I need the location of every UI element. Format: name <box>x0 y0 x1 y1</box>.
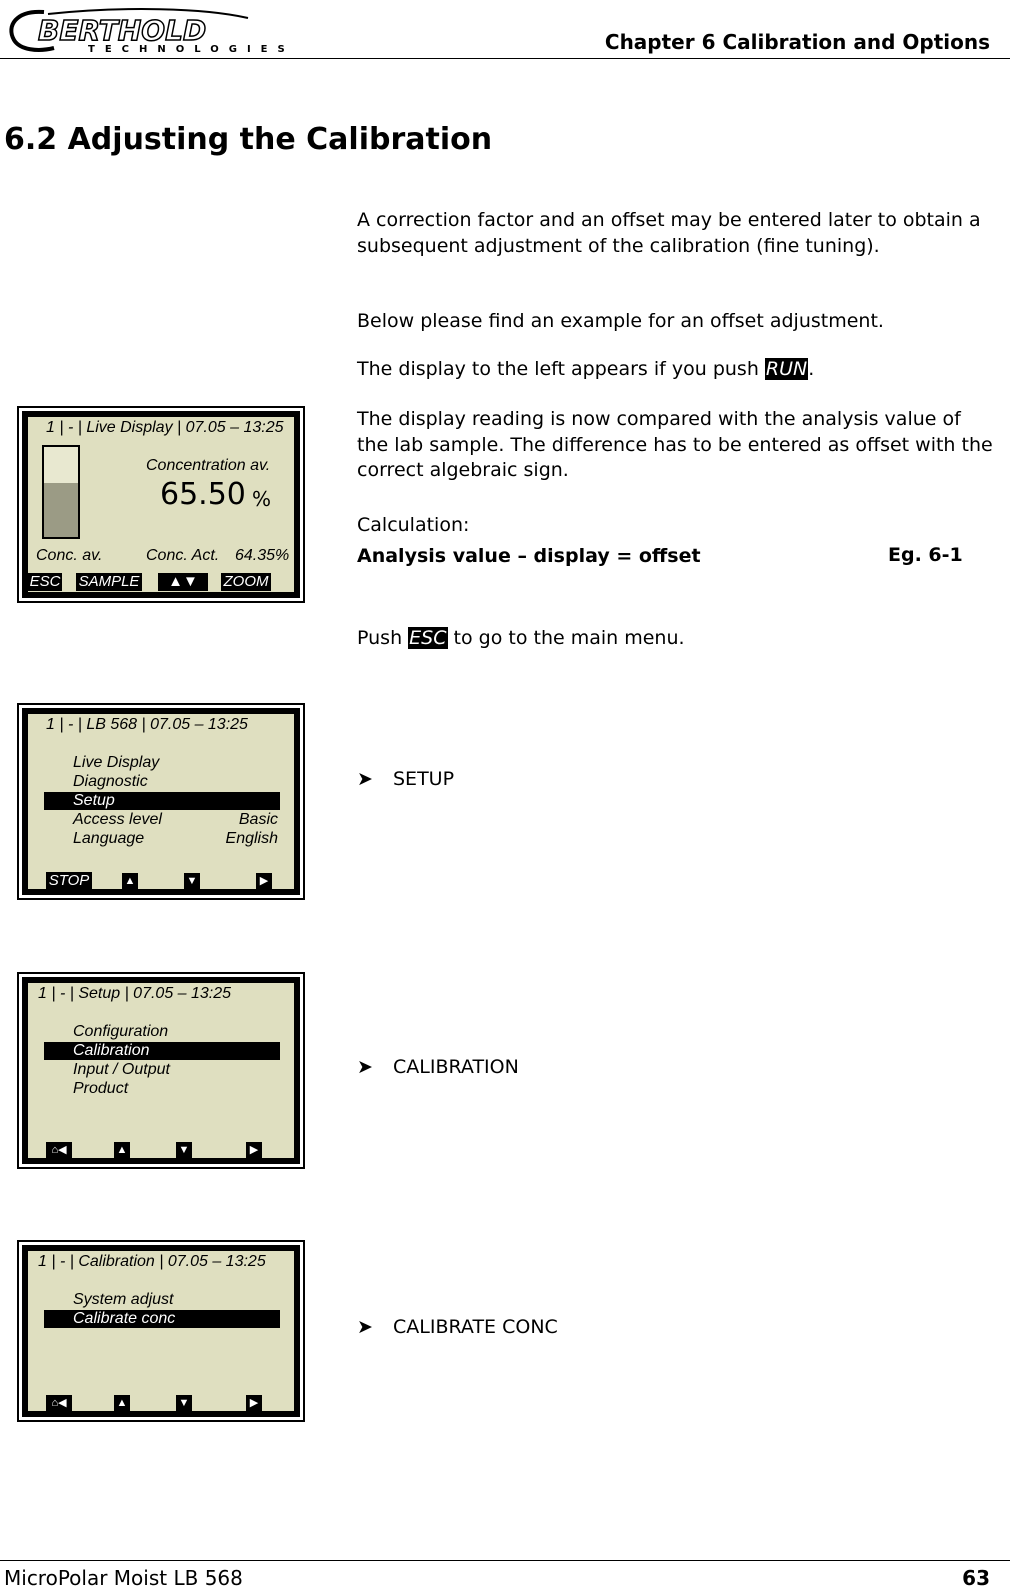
status-line: 1 | - | Setup | 07.05 – 13:25 <box>38 985 232 1002</box>
bullet-calibrate-conc <box>357 1316 558 1338</box>
page-number: 63 <box>962 1566 990 1590</box>
section-heading: 6.2 Adjusting the Calibration <box>4 122 493 157</box>
up-arrow-icon[interactable]: ▲ <box>114 1142 130 1158</box>
menu-item-calibrate-conc-label: Calibrate conc <box>73 1310 176 1327</box>
access-level-value: Basic <box>238 811 278 828</box>
main-menu-screen <box>17 703 305 900</box>
calculation-label: Calculation: <box>357 514 470 536</box>
down-arrow-icon[interactable]: ▼ <box>184 873 200 889</box>
up-arrow-icon[interactable]: ▲ <box>122 873 138 889</box>
example-paragraph: Below please find an example for an offset adjustment. <box>357 310 884 332</box>
run-text: The display to the left appears if you push <box>357 358 765 380</box>
home-back-icon[interactable]: ⌂◀ <box>46 1395 72 1411</box>
conc-act-label: Conc. Act. <box>146 547 220 564</box>
calibration-menu-screen <box>17 1240 305 1422</box>
chapter-title: Chapter 6 Calibration and Options <box>604 30 990 54</box>
right-arrow-icon[interactable]: ▶ <box>246 1395 262 1411</box>
status-line: 1 | - | LB 568 | 07.05 – 13:25 <box>46 716 248 733</box>
berthold-logo <box>4 4 304 56</box>
up-down-softkey[interactable]: ▲▼ <box>158 573 208 591</box>
down-arrow-icon[interactable]: ▼ <box>176 1142 192 1158</box>
menu-item-language[interactable]: Language <box>73 830 145 847</box>
arrow-bullet-icon: ➤ <box>357 768 373 790</box>
menu-item-calibration-selected[interactable] <box>44 1042 280 1060</box>
menu-item-input-output[interactable]: Input / Output <box>73 1061 170 1078</box>
bullet-calibration <box>357 1056 519 1078</box>
down-arrow-icon[interactable]: ▼ <box>176 1395 192 1411</box>
esc-key: ESC <box>409 627 447 649</box>
bullet-calibration-label: CALIBRATION <box>393 1056 519 1078</box>
footer-rule <box>0 1560 1010 1561</box>
run-text-end: . <box>808 358 815 380</box>
arrow-bullet-icon: ➤ <box>357 1056 373 1078</box>
right-arrow-icon[interactable]: ▶ <box>256 873 272 889</box>
stop-softkey[interactable]: STOP <box>46 872 92 890</box>
run-paragraph <box>357 357 814 383</box>
menu-item-system-adjust[interactable]: System adjust <box>73 1291 174 1308</box>
language-value: English <box>225 830 278 847</box>
footer-product: MicroPolar Moist LB 568 <box>4 1566 243 1590</box>
intro-paragraph: A correction factor and an offset may be entered later to obtain a subsequent adjustment of the calibration (fine tuning). <box>357 209 981 257</box>
conc-act-value: 64.35% <box>235 547 290 564</box>
setup-menu-screen <box>17 972 305 1169</box>
home-back-icon[interactable]: ⌂◀ <box>46 1142 72 1158</box>
menu-item-live-display[interactable]: Live Display <box>73 754 160 771</box>
concentration-label: Concentration av. <box>146 457 271 474</box>
menu-item-setup-label: Setup <box>73 792 115 809</box>
menu-item-product[interactable]: Product <box>73 1080 129 1097</box>
esc-paragraph <box>357 626 685 652</box>
sample-softkey[interactable]: SAMPLE <box>76 573 142 591</box>
status-line: 1 | - | Calibration | 07.05 – 13:25 <box>38 1253 266 1270</box>
bullet-setup-label: SETUP <box>393 768 455 790</box>
menu-item-configuration[interactable]: Configuration <box>73 1023 169 1040</box>
arrow-bullet-icon: ➤ <box>357 1316 373 1338</box>
esc-softkey[interactable]: ESC <box>29 573 61 590</box>
svg-text:BERTHOLD: BERTHOLD <box>38 14 207 47</box>
concentration-unit: % <box>252 487 272 511</box>
right-arrow-icon[interactable]: ▶ <box>246 1142 262 1158</box>
esc-text-end: to go to the main menu. <box>447 627 685 649</box>
logo-swoosh-icon <box>4 4 304 56</box>
menu-item-calibration-label: Calibration <box>73 1042 150 1059</box>
conc-av-label: Conc. av. <box>36 547 103 564</box>
equation: Analysis value – display = offset <box>357 545 701 567</box>
concentration-bar <box>42 445 80 539</box>
svg-text:TECHNOLOGIES: TECHNOLOGIES <box>88 44 295 55</box>
menu-item-access-level[interactable]: Access level <box>73 811 162 828</box>
bullet-setup <box>357 768 454 790</box>
live-display-screen <box>17 406 305 603</box>
up-arrow-icon[interactable]: ▲ <box>114 1395 130 1411</box>
zoom-softkey[interactable]: ZOOM <box>221 573 271 591</box>
compare-paragraph: The display reading is now compared with the analysis value of the lab sample. The difference has to be entered as offset with the correct algebraic sign. <box>357 408 993 481</box>
run-key: RUN <box>765 358 808 380</box>
concentration-bar-fill <box>44 483 78 537</box>
header-rule <box>0 58 1010 59</box>
menu-item-setup-selected[interactable] <box>44 792 280 810</box>
menu-item-diagnostic[interactable]: Diagnostic <box>73 773 148 790</box>
status-line: 1 | - | Live Display | 07.05 – 13:25 <box>46 419 284 436</box>
equation-ref: Eg. 6-1 <box>888 544 963 566</box>
esc-text: Push <box>357 627 409 649</box>
bullet-calibrate-conc-label: CALIBRATE CONC <box>393 1316 558 1338</box>
menu-item-calibrate-conc-selected[interactable] <box>44 1310 280 1328</box>
concentration-value: 65.50 <box>160 477 246 512</box>
